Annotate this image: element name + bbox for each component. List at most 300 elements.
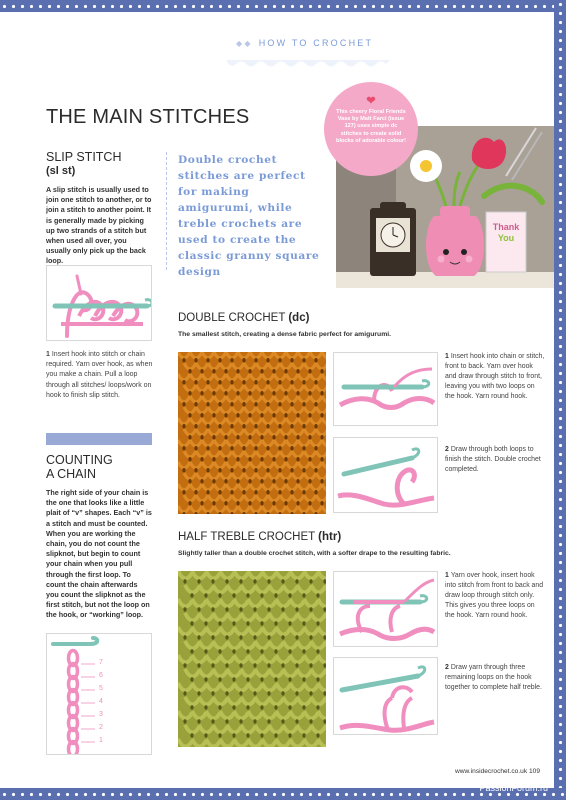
yarn-stitch [248, 627, 262, 635]
stitch-gap [302, 677, 305, 681]
yarn-stitch [268, 363, 280, 369]
stitch-gap [316, 733, 319, 737]
yarn-stitch [238, 440, 250, 446]
yarn-stitch [184, 429, 196, 435]
yarn-stitch [206, 683, 220, 691]
stitch-gap [230, 424, 233, 428]
yarn-stitch [238, 374, 250, 380]
stitch-gap [267, 635, 270, 639]
yarn-stitch [244, 451, 256, 457]
yarn-stitch [286, 418, 298, 424]
yarn-stitch [196, 473, 208, 479]
yarn-stitch [178, 627, 192, 635]
stitch-gap [225, 663, 228, 667]
stitch-gap [254, 490, 257, 494]
stitch-gap [218, 424, 221, 428]
stitch-gap [296, 435, 299, 439]
yarn-stitch [220, 429, 232, 435]
stitch-gap [212, 479, 215, 483]
stitch-gap [225, 691, 228, 695]
yarn-stitch [214, 484, 226, 490]
yarn-stitch [292, 407, 304, 413]
dc-step-1 [445, 352, 545, 402]
stitch-gap [218, 446, 221, 450]
yarn-stitch [227, 585, 241, 593]
yarn-stitch [310, 462, 322, 468]
yarn-stitch [214, 396, 226, 402]
yarn-stitch [213, 697, 227, 705]
stitch-gap [266, 446, 269, 450]
yarn-stitch [208, 495, 220, 501]
stitch-gap [206, 358, 209, 362]
yarn-stitch [199, 613, 213, 621]
stitch-gap [288, 705, 291, 709]
yarn-stitch [298, 352, 310, 358]
yarn-stitch [276, 599, 290, 607]
yarn-stitch [325, 585, 326, 593]
stitch-gap [248, 391, 251, 395]
yarn-stitch [322, 352, 326, 358]
yarn-stitch [178, 739, 192, 747]
stitch-gap [197, 579, 200, 583]
yarn-stitch [227, 613, 241, 621]
yarn-stitch [262, 506, 274, 512]
yarn-stitch [192, 627, 206, 635]
stitch-gap [211, 691, 214, 695]
stitch-gap [204, 649, 207, 653]
stitch-gap [230, 490, 233, 494]
stitch-gap [316, 593, 319, 597]
yarn-stitch [304, 739, 318, 747]
stitch-gap [288, 593, 291, 597]
stitch-gap [296, 413, 299, 417]
page-number: 109 [528, 768, 540, 775]
heart-icon: ❤ [366, 95, 376, 107]
yarn-stitch [192, 683, 206, 691]
yarn-stitch [290, 739, 304, 747]
stitch-gap [188, 501, 191, 505]
stitch-gap [211, 719, 214, 723]
stitch-gap [200, 369, 203, 373]
stitch-gap [182, 424, 185, 428]
yarn-stitch [226, 396, 238, 402]
double-crochet-abbr: (dc) [288, 312, 310, 324]
yarn-stitch [220, 385, 232, 391]
yarn-stitch [241, 725, 255, 733]
stitch-gap [224, 479, 227, 483]
stitch-gap [218, 468, 221, 472]
page-footer [455, 768, 540, 775]
yarn-stitch [290, 627, 304, 635]
stitch-gap [302, 380, 305, 384]
yarn-stitch [184, 473, 196, 479]
yarn-stitch [325, 641, 326, 649]
stitch-gap [190, 705, 193, 709]
card-text-line1: Thank [492, 222, 520, 232]
yarn-stitch [250, 418, 262, 424]
stitch-gap [204, 733, 207, 737]
yarn-stitch [208, 407, 220, 413]
chain-number-label: 4 [99, 698, 103, 705]
stitch-gap [248, 369, 251, 373]
yarn-stitch [280, 451, 292, 457]
stitch-gap [211, 607, 214, 611]
stitch-gap [230, 380, 233, 384]
stitch-gap [320, 435, 323, 439]
yarn-stitch [178, 506, 190, 512]
yarn-stitch [184, 407, 196, 413]
stitch-gap [272, 457, 275, 461]
yarn-stitch [256, 385, 268, 391]
yarn-stitch [241, 697, 255, 705]
stitch-gap [281, 607, 284, 611]
stitch-gap [248, 413, 251, 417]
yarn-stitch [220, 655, 234, 663]
stitch-gap [302, 649, 305, 653]
yarn-stitch [292, 363, 304, 369]
htr-step-2 [445, 663, 545, 693]
stitch-gap [194, 424, 197, 428]
stitch-gap [272, 435, 275, 439]
stitch-gap [242, 380, 245, 384]
yarn-stitch [244, 473, 256, 479]
stitch-gap [281, 691, 284, 695]
yarn-stitch [234, 627, 248, 635]
yarn-stitch [322, 374, 326, 380]
stitch-gap [232, 705, 235, 709]
yarn-stitch [322, 462, 326, 468]
stitch-gap [260, 413, 263, 417]
stitch-gap [188, 413, 191, 417]
stitch-gap [260, 479, 263, 483]
stitch-gap [254, 424, 257, 428]
yarn-stitch [283, 725, 297, 733]
stitch-gap [232, 677, 235, 681]
yarn-stitch [310, 484, 322, 490]
slip-stitch-title: SLIP STITCH [46, 150, 122, 164]
stitch-gap [309, 579, 312, 583]
stitch-gap [290, 490, 293, 494]
yarn-stitch [244, 385, 256, 391]
half-treble-title [178, 531, 341, 543]
yarn-stitch [311, 641, 325, 649]
yarn-stitch [304, 363, 316, 369]
stitch-gap [188, 369, 191, 373]
yarn-stitch [241, 585, 255, 593]
yarn-stitch [280, 473, 292, 479]
yarn-stitch [250, 396, 262, 402]
stitch-gap [242, 402, 245, 406]
stitch-gap [266, 490, 269, 494]
yarn-stitch [286, 506, 298, 512]
yarn-stitch [238, 484, 250, 490]
stitch-gap [274, 649, 277, 653]
yarn-stitch [248, 655, 262, 663]
stitch-gap [288, 649, 291, 653]
yarn-stitch [269, 697, 283, 705]
yarn-stitch [178, 462, 190, 468]
dc-step-1-diagram [333, 352, 438, 426]
stitch-gap [260, 501, 263, 505]
chain-number-label: 1 [99, 737, 103, 744]
slip-stitch-step-1 [46, 350, 154, 401]
yarn-stitch [238, 352, 250, 358]
stitch-gap [267, 607, 270, 611]
dc-step-2 [445, 445, 545, 475]
yarn-stitch [192, 571, 206, 579]
stitch-gap [200, 391, 203, 395]
yarn-stitch [213, 725, 227, 733]
stitch-gap [218, 402, 221, 406]
stitch-gap [183, 607, 186, 611]
stitch-gap [230, 402, 233, 406]
yarn-stitch [178, 571, 192, 579]
yarn-stitch [244, 363, 256, 369]
stitch-gap [266, 402, 269, 406]
yarn-stitch [262, 418, 274, 424]
stitch-gap [308, 369, 311, 373]
chain-number-label: 2 [99, 724, 103, 731]
double-crochet-title-text: DOUBLE CROCHET [178, 312, 286, 324]
yarn-stitch [256, 473, 268, 479]
yarn-stitch [318, 739, 326, 747]
stitch-gap [266, 380, 269, 384]
stitch-gap [253, 719, 256, 723]
yarn-stitch [274, 352, 286, 358]
yarn-stitch [248, 683, 262, 691]
htr-step-2-diagram [333, 657, 438, 735]
stitch-gap [320, 457, 323, 461]
stitch-gap [190, 677, 193, 681]
stitch-gap [290, 468, 293, 472]
yarn-stitch [196, 385, 208, 391]
yarn-stitch [262, 655, 276, 663]
stitch-gap [183, 691, 186, 695]
stitch-gap [232, 649, 235, 653]
stitch-gap [206, 490, 209, 494]
page-title: THE MAIN STITCHES [46, 106, 250, 128]
yarn-stitch [311, 613, 325, 621]
stitch-gap [274, 593, 277, 597]
stitch-gap [314, 358, 317, 362]
stitch-gap [284, 369, 287, 373]
yarn-stitch [234, 739, 248, 747]
yarn-stitch [202, 374, 214, 380]
yarn-stitch [220, 407, 232, 413]
yarn-stitch [226, 462, 238, 468]
stitch-gap [272, 413, 275, 417]
slip-stitch-section [46, 150, 152, 267]
stitch-gap [309, 635, 312, 639]
stitch-gap [239, 663, 242, 667]
yarn-stitch [220, 495, 232, 501]
stitch-gap [200, 479, 203, 483]
stitch-gap [212, 413, 215, 417]
yarn-stitch [202, 352, 214, 358]
yarn-stitch [226, 374, 238, 380]
yarn-stitch [196, 363, 208, 369]
yarn-stitch [238, 418, 250, 424]
stitch-gap [260, 621, 263, 625]
stitch-gap [232, 593, 235, 597]
yarn-stitch [227, 725, 241, 733]
yarn-stitch [248, 739, 262, 747]
stitch-gap [253, 635, 256, 639]
step-number: 2 [445, 664, 449, 671]
stitch-gap [218, 649, 221, 653]
yarn-stitch [206, 571, 220, 579]
yarn-stitch [220, 451, 232, 457]
yarn-stitch [185, 697, 199, 705]
chain-number-label: 5 [99, 685, 103, 692]
stitch-gap [308, 413, 311, 417]
yarn-stitch [208, 363, 220, 369]
stitch-gap [314, 424, 317, 428]
yarn-stitch [304, 385, 316, 391]
htr-step-1-diagram [333, 571, 438, 647]
stitch-gap [194, 380, 197, 384]
yarn-stitch [280, 429, 292, 435]
yarn-stitch [202, 506, 214, 512]
stitch-gap [296, 369, 299, 373]
yarn-stitch [184, 495, 196, 501]
yarn-stitch [232, 407, 244, 413]
stitch-gap [296, 479, 299, 483]
yarn-stitch [255, 697, 269, 705]
yarn-stitch [255, 613, 269, 621]
stitch-gap [236, 457, 239, 461]
stitch-gap [308, 435, 311, 439]
yarn-stitch [322, 484, 326, 490]
yarn-stitch [316, 451, 326, 457]
stitch-gap [197, 635, 200, 639]
yarn-stitch [232, 451, 244, 457]
yarn-stitch [232, 385, 244, 391]
step-text: Draw through both loops to finish the stitch. Double crochet completed. [445, 446, 541, 473]
yarn-stitch [185, 585, 199, 593]
stitch-gap [188, 435, 191, 439]
yarn-stitch [178, 711, 192, 719]
stitch-gap [288, 621, 291, 625]
counting-chain-title-line2: A CHAIN [46, 467, 97, 481]
stitch-gap [266, 424, 269, 428]
stitch-gap [295, 691, 298, 695]
half-treble-description: Slightly taller than a double crochet stitch, with a softer drape to the resulting fabric. [178, 550, 451, 557]
stitch-gap [260, 593, 263, 597]
right-dotted-border [554, 0, 566, 800]
yarn-stitch [276, 711, 290, 719]
yarn-stitch [274, 506, 286, 512]
stitch-gap [281, 719, 284, 723]
yarn-stitch [208, 385, 220, 391]
yarn-stitch [192, 711, 206, 719]
yarn-stitch [262, 683, 276, 691]
yarn-stitch [213, 641, 227, 649]
stitch-gap [206, 380, 209, 384]
yarn-stitch [234, 599, 248, 607]
yarn-stitch [318, 571, 326, 579]
stitch-gap [290, 380, 293, 384]
yarn-stitch [318, 599, 326, 607]
yarn-stitch [286, 440, 298, 446]
stitch-gap [197, 607, 200, 611]
yarn-stitch [298, 440, 310, 446]
yarn-stitch [202, 396, 214, 402]
half-treble-swatch [178, 571, 326, 747]
yarn-stitch [234, 711, 248, 719]
yarn-stitch [298, 374, 310, 380]
yarn-stitch [199, 641, 213, 649]
stitch-gap [218, 593, 221, 597]
badge-text: This cheery Floral Friends Vase by Matt Farci (issue 127) uses simple dc stitches to create solid blocks of adorable colour! [336, 109, 406, 144]
yarn-stitch [262, 739, 276, 747]
watermark: PassionForum.ru [479, 783, 548, 793]
yarn-stitch [238, 396, 250, 402]
stitch-gap [230, 358, 233, 362]
yarn-stitch [298, 396, 310, 402]
yarn-stitch [185, 669, 199, 677]
stitch-gap [246, 677, 249, 681]
yarn-stitch [304, 451, 316, 457]
stitch-gap [190, 621, 193, 625]
stitch-gap [224, 501, 227, 505]
top-dotted-border [0, 0, 566, 12]
yarn-stitch [220, 739, 234, 747]
counting-chain-title-line1: COUNTING [46, 453, 113, 467]
counting-chain-body: The right side of your chain is the one that looks like a little plait of “v” shapes. Each “v” is a stitch and must be counted. When you are working the chain, you do not count the slipknot, but begin to count your chain when you pull through the first loop. To count the chain afterwards you count the slipknot as the first stitch, but not the loop on the hook, or “working” loop. [46, 488, 152, 620]
yarn-stitch [269, 613, 283, 621]
yarn-stitch [196, 429, 208, 435]
stitch-gap [260, 435, 263, 439]
double-crochet-description: The smallest stitch, creating a dense fabric perfect for amigurumi. [178, 331, 392, 338]
yarn-stitch [318, 655, 326, 663]
yarn-stitch [304, 599, 318, 607]
card-text-line2: You [497, 233, 515, 243]
stitch-gap [236, 391, 239, 395]
stitch-gap [281, 579, 284, 583]
stitch-gap [230, 468, 233, 472]
stitch-gap [284, 435, 287, 439]
yarn-stitch [290, 655, 304, 663]
stitch-gap [211, 579, 214, 583]
stitch-gap [284, 391, 287, 395]
half-treble-title-text: HALF TREBLE CROCHET [178, 531, 315, 543]
stitch-gap [278, 424, 281, 428]
yarn-stitch [262, 627, 276, 635]
yarn-stitch [255, 669, 269, 677]
yarn-stitch [256, 451, 268, 457]
stitch-gap [302, 446, 305, 450]
step-number: 1 [46, 351, 50, 358]
yarn-stitch [206, 655, 220, 663]
stitch-gap [182, 490, 185, 494]
slip-stitch-body: A slip stitch is usually used to join one stitch to another, or to join a stitch to another point. It is generally made by picking up two strands of a stitch but when used all over, you usually only pick up the back loop. [46, 185, 152, 266]
yarn-stitch [274, 484, 286, 490]
yarn-stitch [206, 599, 220, 607]
yarn-stitch [276, 655, 290, 663]
yarn-stitch [268, 385, 280, 391]
stitch-gap [212, 369, 215, 373]
yarn-stitch [202, 484, 214, 490]
stitch-gap [183, 579, 186, 583]
yarn-stitch [310, 418, 322, 424]
yarn-stitch [292, 473, 304, 479]
yarn-stitch [214, 506, 226, 512]
stitch-gap [254, 380, 257, 384]
yarn-stitch [292, 495, 304, 501]
yarn-stitch [190, 374, 202, 380]
stitch-gap [267, 663, 270, 667]
